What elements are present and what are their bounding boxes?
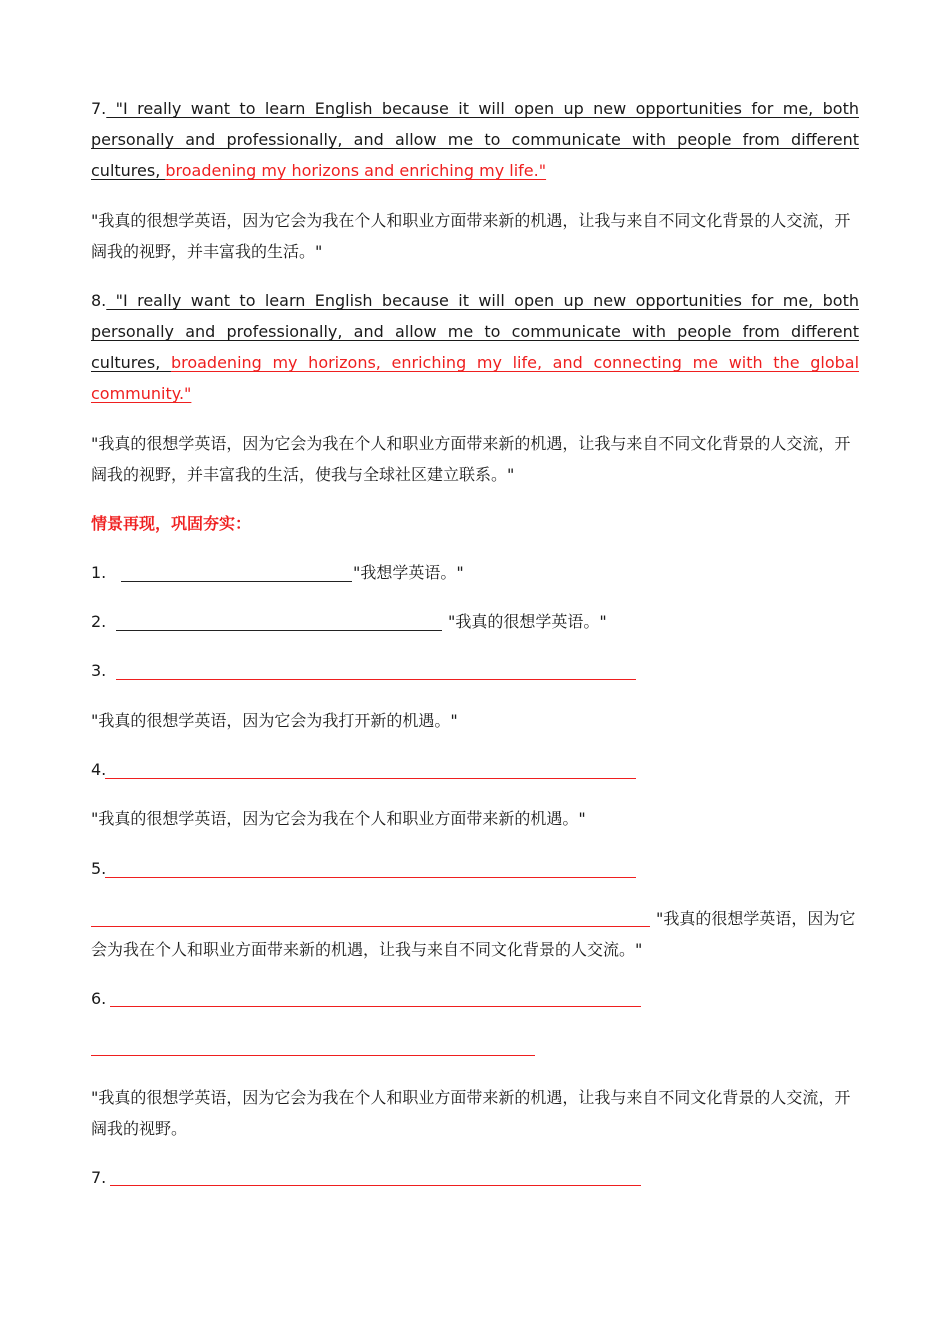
exercise-3-number: 3. [91, 661, 107, 680]
example-sentence-7 [91, 93, 859, 186]
english-highlight: broadening my horizons, enriching my life, and connecting me with the global community." [91, 353, 860, 403]
exercise-5-number: 5. [91, 859, 107, 878]
exercise-5-prompt: "我真的很想学英语，因为它会为我在个人和职业方面带来新的机遇，让我与来自不同文化背景的人交流。" [91, 909, 856, 959]
exercise-2-blank[interactable] [116, 630, 442, 631]
exercise-2-prompt: "我真的很想学英语。" [448, 612, 607, 631]
exercise-6-number: 6. [91, 989, 107, 1008]
exercise-4-blank[interactable] [105, 778, 636, 779]
exercise-2-number: 2. [91, 612, 107, 631]
exercise-3-prompt: "我真的很想学英语，因为它会为我打开新的机遇。" [91, 711, 458, 730]
exercise-7-number: 7. [91, 1168, 107, 1187]
english-sentence: "I really want to learn English because it will open up new opportunities for me, both personally and professionally, and allow me to communicate with people from different cultures, [91, 291, 859, 372]
exercise-1-prompt: "我想学英语。" [353, 563, 464, 582]
exercise-3-blank[interactable] [116, 679, 636, 680]
exercise-6-blank[interactable] [110, 1006, 641, 1007]
exercise-4-prompt: "我真的很想学英语，因为它会为我在个人和职业方面带来新的机遇。" [91, 809, 586, 828]
english-highlight: broadening my horizons and enriching my life." [165, 161, 547, 180]
exercise-6-blank-2[interactable] [91, 1055, 535, 1056]
exercise-1-number: 1. [91, 563, 107, 582]
exercise-1-blank[interactable] [121, 581, 352, 582]
chinese-translation-7: "我真的很想学英语，因为它会为我在个人和职业方面带来新的机遇，让我与来自不同文化背景的人交流，开阔我的视野，并丰富我的生活。" [91, 211, 851, 261]
item-number: 8. [91, 291, 107, 310]
example-sentence-8 [91, 285, 859, 409]
exercise-7-blank[interactable] [110, 1185, 641, 1186]
item-number: 7. [91, 99, 107, 118]
section-heading: 情景再现，巩固夯实： [91, 514, 252, 533]
chinese-translation-8: "我真的很想学英语，因为它会为我在个人和职业方面带来新的机遇，让我与来自不同文化背景的人交流，开阔我的视野，并丰富我的生活，使我与全球社区建立联系。" [91, 434, 851, 484]
exercise-6-prompt: "我真的很想学英语，因为它会为我在个人和职业方面带来新的机遇，让我与来自不同文化背景的人交流，开阔我的视野。 [91, 1088, 851, 1138]
exercise-4-number: 4. [91, 760, 107, 779]
english-sentence: "I really want to learn English because it will open up new opportunities for me, both personally and professionally, and allow me to communicate with people from different cultures, [91, 99, 859, 180]
exercise-5-blank[interactable] [105, 877, 636, 878]
